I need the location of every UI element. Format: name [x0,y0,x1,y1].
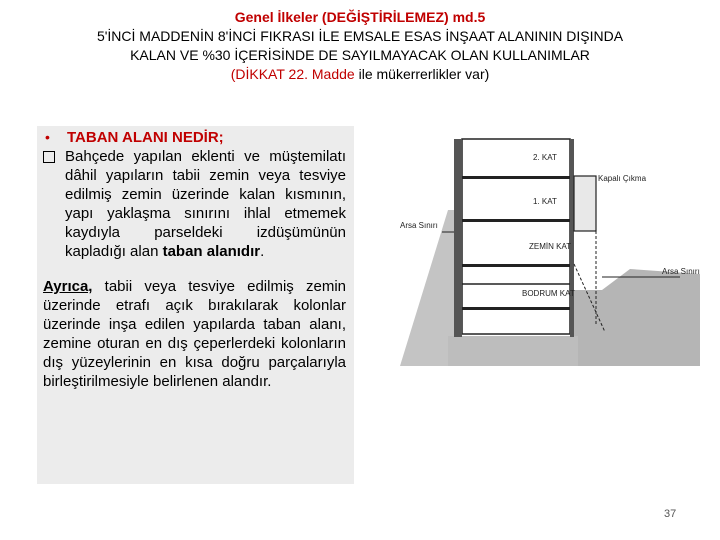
definition-textbox [37,126,354,484]
foundation-soil [448,336,578,366]
left-soil-area [400,210,454,366]
section-heading-row [43,128,346,147]
additional-paragraph [43,277,346,391]
label-basement: BODRUM KAT [522,289,575,298]
definition-body: Bahçede yapılan eklenti ve müştemilatı dâhil yapıların tabii zemin veya tesviye edilmiş zemin üzerinde kalan kısmının, yapı yaklaşma sınırını ihlal etmemek kaydıyla parseldeki izdüşümünün kapladığı alan [65,148,346,260]
definition-end: . [260,243,265,260]
paragraph-lead-word: Ayrıca, [43,278,93,295]
right-wall [570,139,574,337]
label-floor1: 1. KAT [533,197,557,206]
label-lot-right: Arsa Sınırı [662,267,700,276]
definition-item [43,147,346,261]
subtitle-line-2: KALAN VE %30 İÇERİSİNDE DE SAYILMAYACAK OLAN KULLANIMLAR [130,47,590,63]
closed-projection-box [574,176,596,231]
warning-note [0,65,720,84]
slab-basement [462,307,570,310]
slide-header [0,8,720,84]
right-soil-area [572,269,700,366]
slide-title: Genel İlkeler (DEĞİŞTİRİLEMEZ) md.5 [234,9,486,25]
paragraph-body: tabii veya tesviye edilmiş zemin üzerinde etrafı açık bırakılarak kolonlar üzerinde inşa edilen yapılarda taban alanı, zemine oturan en dış çeperlerdeki kolonların dış yüzeylerinin en kısa doğru parçalarıyla birleştirilmesiyle belirlenen alandır. [43,278,346,390]
slab-1 [462,219,570,222]
label-lot-left: Arsa Sınırı [400,221,438,230]
left-wall [454,139,462,337]
building-section-diagram [390,124,710,374]
subtitle-line-1: 5'İNCİ MADDENİN 8'İNCİ FIKRASI İLE EMSALE ESAS İNŞAAT ALANININ DIŞINDA [96,28,624,44]
label-ground: ZEMİN KAT [529,242,572,251]
checkbox-bullet-icon [43,147,65,261]
definition-bold-term: taban alanıdır [162,243,261,260]
section-title: TABAN ALANI NEDİR; [67,129,224,146]
page-number: 37 [664,508,677,520]
slab-2 [462,176,570,179]
bullet-icon: • [45,129,50,145]
warning-note-red: (DİKKAT 22. Madde [230,66,355,82]
label-floor2: 2. KAT [533,153,557,162]
slab-ground [462,264,570,267]
definition-text [65,147,346,261]
warning-note-plain: ile mükerrerlikler var) [354,66,490,82]
label-closed-projection: Kapalı Çıkma [598,174,647,183]
